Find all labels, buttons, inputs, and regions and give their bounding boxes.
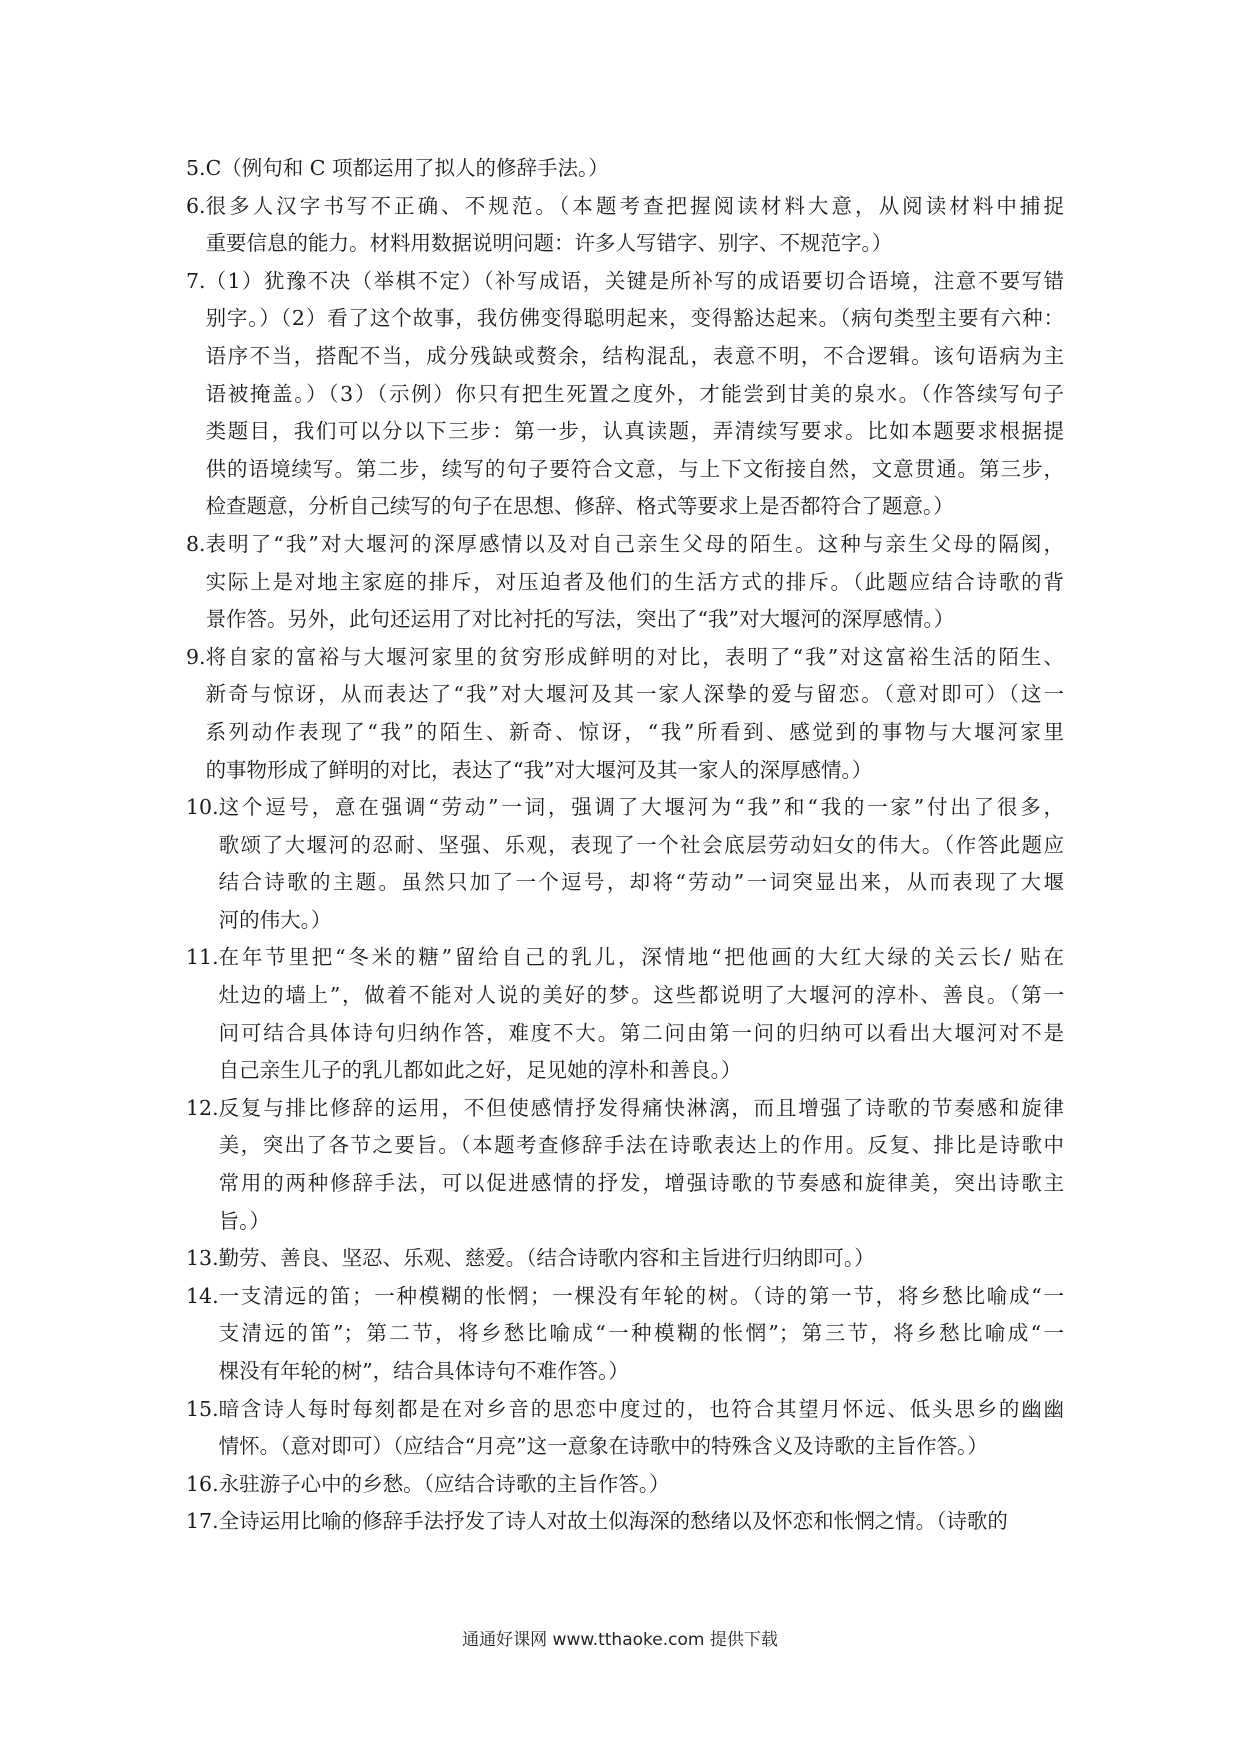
answer-item [186,789,1064,939]
answer-number: 10. [186,795,219,820]
answer-line: 将自家的富裕与大堰河家里的贫穷形成鲜明的对比，表明了“我”对这富裕生活的陌生、 [205,644,1064,669]
answer-item [186,263,1064,526]
answer-number: 5. [186,156,206,180]
page-footer: 通通好课网 www.tthaoke.com 提供下载 [462,1630,778,1650]
answer-line: 歌颂了大堰河的忍耐、坚强、乐观，表现了一个社会底层劳动妇女的伟大。（作答此题应 [218,832,1064,857]
answer-number: 11. [186,945,219,970]
answer-line: 的事物形成了鲜明的对比，表达了“我”对大堰河及其一家人的深厚感情。） [205,757,873,782]
answer-item [186,150,1064,188]
answer-text [219,789,1064,939]
answer-line: C（例句和 C 项都运用了拟人的修辞手法。） [205,156,609,180]
answer-line: 问可结合具体诗句归纳作答，难度不大。第二问由第一问的归纳可以看出大堰河对不是 [218,1020,1064,1045]
answer-line: 检查题意，分析自己续写的句子在思想、修辞、格式等要求上是否都符合了题意。） [205,494,954,519]
answer-text [219,1278,1064,1391]
answer-line: 很多人汉字书写不正确、不规范。（本题考查把握阅读材料大意，从阅读材料中捕捉 [205,193,1064,218]
answer-line: 暗含诗人每时每刻都是在对乡音的思恋中度过的，也符合其望月怀远、低头思乡的幽幽 [218,1396,1064,1421]
answer-line: （1）犹豫不决（举棋不定）（补写成语，关键是所补写的成语要切合语境，注意不要写错 [205,268,1064,293]
answer-number: 8. [186,531,206,556]
answer-text [219,1503,1064,1541]
answer-line: 一支清远的笛；一种模糊的怅惘；一棵没有年轮的树。（诗的第一节，将乡愁比喻成“一 [218,1283,1064,1308]
answer-text [219,1391,1064,1466]
answer-number: 16. [186,1471,219,1496]
answer-line: 美，突出了各节之要旨。（本题考查修辞手法在诗歌表达上的作用。反复、排比是诗歌中 [218,1133,1064,1158]
answer-line: 河的伟大。） [218,907,332,932]
answer-line: 实际上是对地主家庭的排斥，对压迫者及他们的生活方式的排斥。（此题应结合诗歌的背 [205,569,1064,594]
answer-item [186,188,1064,263]
answer-line: 系列动作表现了“我”的陌生、新奇、惊讶，“我”所看到、感觉到的事物与大堰河家里 [205,719,1064,744]
answer-line: 表明了“我”对大堰河的深厚感情以及对自己亲生父母的陌生。这种与亲生父母的隔阂， [205,531,1064,556]
answer-number: 14. [186,1283,219,1308]
answer-item [186,939,1064,1089]
answer-number: 15. [186,1396,219,1421]
answer-item [186,639,1064,789]
answer-line: 支清远的笛”；第二节，将乡愁比喻成“一种模糊的怅惘”；第三节，将乡愁比喻成“一 [218,1321,1064,1346]
answer-line: 反复与排比修辞的运用，不但使感情抒发得痛快淋漓，而且增强了诗歌的节奏感和旋律 [218,1095,1064,1120]
answer-text [219,1240,1064,1278]
answer-line: 语被掩盖。）（3）（示例）你只有把生死置之度外，才能尝到甘美的泉水。（作答续写句子 [205,381,1064,406]
answer-item [186,1090,1064,1240]
answer-item [186,1391,1064,1466]
answer-text [206,263,1064,526]
answer-text [219,1090,1064,1240]
answer-number: 6. [186,193,206,218]
answer-item [186,1240,1064,1278]
answer-line: 类题目，我们可以分以下三步：第一步，认真读题，弄清续写要求。比如本题要求根据提 [205,419,1064,444]
answer-line: 灶边的墙上”，做着不能对人说的美好的梦。这些都说明了大堰河的淳朴、善良。（第一 [218,983,1064,1008]
answer-text [206,150,1064,188]
answer-number: 7. [186,268,206,293]
answer-line: 全诗运用比喻的修辞手法抒发了诗人对故土似海深的愁绪以及怀恋和怅惘之情。（诗歌的 [218,1509,1008,1534]
answer-line: 棵没有年轮的树”，结合具体诗句不难作答。） [218,1359,629,1383]
answer-number: 13. [186,1246,219,1271]
answer-line: 在年节里把“冬米的糖”留给自己的乳儿，深情地“把他画的大红大绿的关云长/ 贴在 [218,945,1064,970]
answer-line: 常用的两种修辞手法，可以促进感情的抒发，增强诗歌的节奏感和旋律美，突出诗歌主 [218,1171,1064,1196]
answer-line: 供的语境续写。第二步，续写的句子要符合文意，与上下文衔接自然，文意贯通。第三步， [205,456,1064,481]
answer-item [186,526,1064,639]
answer-text [219,939,1064,1089]
answer-line: 永驻游子心中的乡愁。（应结合诗歌的主旨作答。） [218,1471,670,1496]
answer-line: 语序不当，搭配不当，成分残缺或赘余，结构混乱，表意不明，不合逻辑。该句语病为主 [205,343,1064,368]
answer-number: 17. [186,1509,219,1534]
answer-item [186,1466,1064,1504]
answer-line: 新奇与惊讶，从而表达了“我”对大堰河及其一家人深挚的爱与留恋。（意对即可）（这一 [205,682,1064,707]
answer-line: 重要信息的能力。材料用数据说明问题：许多人写错字、别字、不规范字。） [205,231,893,256]
answer-list [186,150,1064,1541]
answer-text [206,188,1064,263]
answer-text [219,1466,1064,1504]
answer-line: 别字。）（2）看了这个故事，我仿佛变得聪明起来，变得豁达起来。（病句类型主要有六种： [205,306,1064,331]
answer-line: 结合诗歌的主题。虽然只加了一个逗号，却将“劳动”一词突显出来，从而表现了大堰 [218,870,1064,895]
answer-text [206,526,1064,639]
answer-line: 情怀。（意对即可）（应结合“月亮”这一意象在诗歌中的特殊含义及诗歌的主旨作答。） [218,1434,988,1459]
answer-text [206,639,1064,789]
answer-item [186,1278,1064,1391]
answer-line: 这个逗号，意在强调“劳动”一词，强调了大堰河为“我”和“我的一家”付出了很多， [218,795,1064,820]
answer-item [186,1503,1064,1541]
answer-line: 旨。） [218,1208,270,1233]
answer-number: 9. [186,644,206,669]
answer-number: 12. [186,1095,219,1120]
answer-line: 自己亲生儿子的乳儿都如此之好，足见她的淳朴和善良。） [218,1058,742,1083]
answer-line: 勤劳、善良、坚忍、乐观、慈爱。（结合诗歌内容和主旨进行归纳即可。） [218,1246,875,1271]
answer-line: 景作答。另外，此句还运用了对比衬托的写法，突出了“我”对大堰河的深厚感情。） [205,607,955,632]
